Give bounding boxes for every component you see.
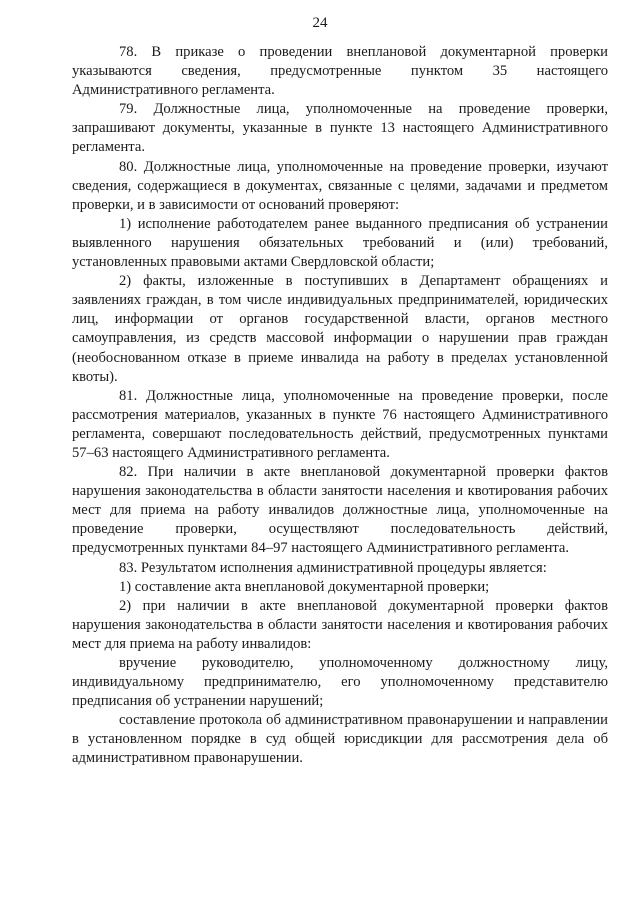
paragraph-83-subitem-delivery: вручение руководителю, уполномоченному должностному лицу, индивидуальному предпринимателю, его уполномоченному представителю предписания об устранении нарушений;	[72, 655, 608, 710]
paragraph-79: 79. Должностные лица, уполномоченные на проведение проверки, запрашивают документы, указанные в пункте 13 настоящего Административного регламента.	[72, 101, 608, 156]
paragraph-80-item-2: 2) факты, изложенные в поступивших в Департамент обращениях и заявлениях граждан, в том числе индивидуальных предпринимателей, юридических лиц, информации от органов государственной власти, органов местного самоуправления, из средств массовой информации о нарушении прав граждан (необоснованном отказе в приеме инвалида на работу в пределах установленной квоты).	[72, 273, 608, 385]
paragraph-83: 83. Результатом исполнения административной процедуры является:	[119, 559, 547, 576]
page-number: 24	[312, 15, 328, 31]
paragraph-82: 82. При наличии в акте внеплановой документарной проверки фактов нарушения законодательства в области занятости населения и квотирования рабочих мест для приема на работу инвалидов должностные лица, уполномоченные на проведение проверки, осуществляют последовательность действий, предусмотренных пунктами 84–97 настоящего Административного регламента.	[72, 464, 608, 557]
paragraph-83-item-2: 2) при наличии в акте внеплановой документарной проверки фактов нарушения законодательства в области занятости населения и квотирования рабочих мест для приема на работу инвалидов:	[72, 597, 608, 652]
paragraph-80-item-1: 1) исполнение работодателем ранее выданного предписания об устранении выявленного нарушения обязательных требований и (или) требований, установленных правовыми актами Свердловской области;	[72, 215, 608, 271]
paragraph-80: 80. Должностные лица, уполномоченные на проведение проверки, изучают сведения, содержащиеся в документах, связанные с целями, задачами и предметом проверки, и в зависимости от оснований проверяют:	[72, 158, 608, 213]
document-body	[72, 43, 608, 769]
paragraph-83-item-1: 1) составление акта внеплановой документарной проверки;	[119, 578, 490, 595]
paragraph-81: 81. Должностные лица, уполномоченные на проведение проверки, после рассмотрения материалов, указанных в пункте 76 настоящего Административного регламента, совершают последовательность действий, предусмотренных пунктами 57–63 настоящего Административного регламента.	[72, 387, 608, 461]
paragraph-78: 78. В приказе о проведении внеплановой документарной проверки указываются сведения, предусмотренные пунктом 35 настоящего Административного регламента.	[72, 44, 608, 99]
paragraph-83-subitem-protocol: составление протокола об административном правонарушении и направлении в установленном порядке в суд общей юрисдикции для рассмотрения дела об административном правонарушении.	[72, 712, 608, 767]
